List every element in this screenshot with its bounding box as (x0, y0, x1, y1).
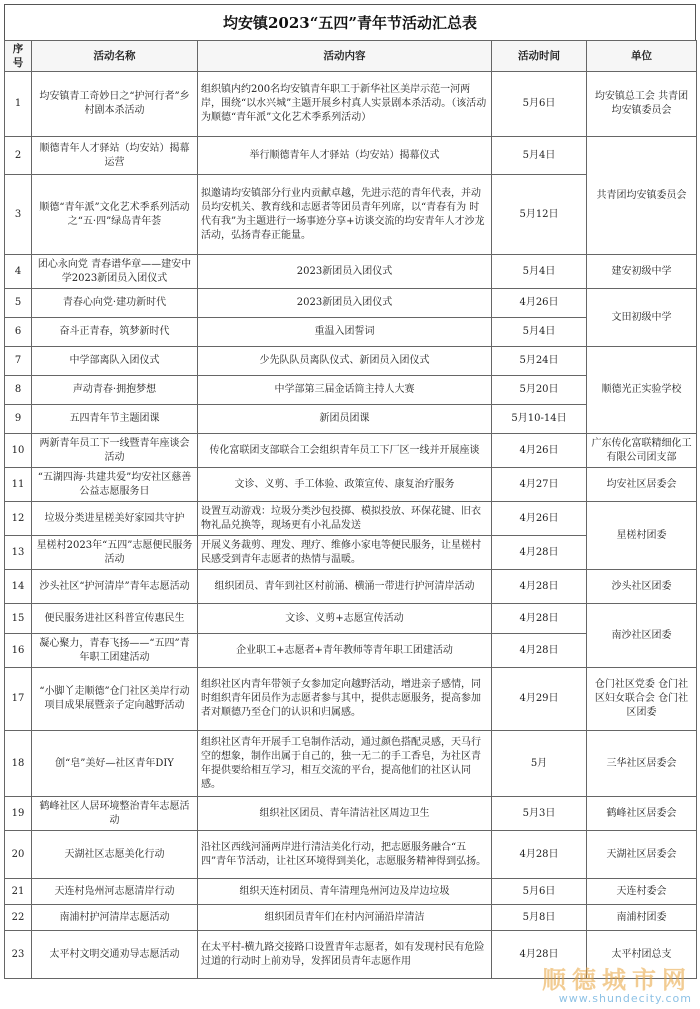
row-time: 4月26日 (492, 434, 587, 468)
row-name: 顺德“青年派”文化艺术季系列活动之“五·四”绿岛青年荟 (32, 175, 198, 255)
row-no: 8 (5, 376, 32, 405)
row-no: 9 (5, 405, 32, 434)
row-name: 两新青年员工下一线暨青年座谈会活动 (32, 434, 198, 468)
table-row (5, 905, 697, 931)
row-time: 5月10-14日 (492, 405, 587, 434)
row-unit: 天连村委会 (587, 879, 697, 905)
row-no: 20 (5, 831, 32, 879)
row-no: 16 (5, 634, 32, 668)
table-row (5, 831, 697, 879)
row-unit: 南沙社区团委 (587, 604, 697, 668)
row-name: 沙头社区“护河清岸”青年志愿活动 (32, 570, 198, 604)
row-time: 4月28日 (492, 634, 587, 668)
row-unit: 沙头社区团委 (587, 570, 697, 604)
row-time: 4月28日 (492, 931, 587, 979)
row-time: 5月12日 (492, 175, 587, 255)
row-content: 文诊、义剪+志愿宣传活动 (198, 604, 492, 634)
row-name: 星槎村2023年“五四”志愿便民服务活动 (32, 536, 198, 570)
table-row (5, 347, 697, 376)
row-unit: 均安镇总工会 共青团均安镇委员会 (587, 72, 697, 137)
row-time: 5月 (492, 731, 587, 797)
table-row (5, 255, 697, 289)
table-row (5, 434, 697, 468)
row-unit: 三华社区居委会 (587, 731, 697, 797)
row-name: “小脚丫走顺德”仓门社区美岸行动项目成果展暨亲子定向越野活动 (32, 668, 198, 731)
row-no: 19 (5, 797, 32, 831)
row-unit: 星槎村团委 (587, 502, 697, 570)
row-content: 设置互动游戏：垃圾分类沙包投掷、模拟投放、环保花键、旧衣物礼品兑换等，现场更有小礼品发送 (198, 502, 492, 536)
row-content: 传化富联团支部联合工会组织青年员工下厂区一线并开展座谈 (198, 434, 492, 468)
activity-summary-table (4, 40, 697, 979)
row-unit: 鹤峰社区居委会 (587, 797, 697, 831)
row-name: 五四青年节主题团课 (32, 405, 198, 434)
row-time: 4月28日 (492, 536, 587, 570)
row-no: 7 (5, 347, 32, 376)
row-content: 文诊、义剪、手工体验、政策宣传、康复治疗服务 (198, 468, 492, 502)
row-no: 6 (5, 318, 32, 347)
row-name: 天连村凫州河志愿清岸行动 (32, 879, 198, 905)
row-time: 5月20日 (492, 376, 587, 405)
table-row (5, 502, 697, 536)
row-time: 4月26日 (492, 502, 587, 536)
header-content: 活动内容 (198, 41, 492, 72)
row-no: 15 (5, 604, 32, 634)
row-content: 组织团员青年们在村内河涌沿岸清洁 (198, 905, 492, 931)
table-row (5, 289, 697, 318)
table-row (5, 668, 697, 731)
row-no: 10 (5, 434, 32, 468)
row-name: 天湖社区志愿美化行动 (32, 831, 198, 879)
table-header-row (5, 41, 697, 72)
row-time: 5月6日 (492, 72, 587, 137)
row-name: 南浦村护河清岸志愿活动 (32, 905, 198, 931)
row-time: 5月4日 (492, 255, 587, 289)
row-unit: 文田初级中学 (587, 289, 697, 347)
row-content: 沿社区西线河涌两岸进行清洁美化行动，把志愿服务融合“五四”青年节活动，让社区环境得到美化，志愿服务精神得到弘扬。 (198, 831, 492, 879)
row-time: 4月29日 (492, 668, 587, 731)
table-row (5, 72, 697, 137)
table-row (5, 137, 697, 175)
row-name: 创“皂”美好—社区青年DIY (32, 731, 198, 797)
row-content: 组织社区青年开展手工皂制作活动，通过颜色搭配灵感，天马行空的想象，制作出属于自己的，独一无二的手工香皂，为社区青年提供要给相互学习，相互交流的平台，提高他们的社区认同感。 (198, 731, 492, 797)
row-name: 青春心向党·建功新时代 (32, 289, 198, 318)
row-no: 14 (5, 570, 32, 604)
row-time: 4月28日 (492, 570, 587, 604)
table-title: 均安镇2023“五四”青年节活动汇总表 (4, 4, 696, 40)
row-no: 13 (5, 536, 32, 570)
header-time: 活动时间 (492, 41, 587, 72)
row-content: 组织社区团员、青年清洁社区周边卫生 (198, 797, 492, 831)
row-content: 组织天连村团员、青年清理凫州河边及岸边垃圾 (198, 879, 492, 905)
row-no: 1 (5, 72, 32, 137)
row-no: 21 (5, 879, 32, 905)
table-row (5, 604, 697, 634)
row-content: 2023新团员入团仪式 (198, 255, 492, 289)
row-content: 重温入团誓词 (198, 318, 492, 347)
row-no: 5 (5, 289, 32, 318)
row-unit: 太平村团总支 (587, 931, 697, 979)
row-name: 中学部离队入团仪式 (32, 347, 198, 376)
row-time: 4月26日 (492, 289, 587, 318)
table-row (5, 879, 697, 905)
row-name: 奋斗正青春，筑梦新时代 (32, 318, 198, 347)
row-time: 4月27日 (492, 468, 587, 502)
row-time: 4月28日 (492, 604, 587, 634)
row-content: 少先队队员离队仪式、新团员入团仪式 (198, 347, 492, 376)
row-content: 2023新团员入团仪式 (198, 289, 492, 318)
row-no: 4 (5, 255, 32, 289)
table-row (5, 468, 697, 502)
row-time: 5月8日 (492, 905, 587, 931)
row-name: 鹤峰社区人居环境整治青年志愿活动 (32, 797, 198, 831)
table-row (5, 731, 697, 797)
row-name: 凝心聚力，青春飞扬——“五四”青年职工团建活动 (32, 634, 198, 668)
row-content: 企业职工+志愿者+青年教师等青年职工团建活动 (198, 634, 492, 668)
row-no: 12 (5, 502, 32, 536)
row-time: 5月4日 (492, 137, 587, 175)
row-name: 均安镇青工奇妙日之“护河行者”乡村剧本杀活动 (32, 72, 198, 137)
header-name: 活动名称 (32, 41, 198, 72)
row-unit: 共青团均安镇委员会 (587, 137, 697, 255)
row-content: 组织团员、青年到社区村前涌、横涌一带进行护河清岸活动 (198, 570, 492, 604)
row-content: 拟邀请均安镇部分行业内贡献卓越，先进示范的青年代表，并动员均安机关、教育线和志愿者等团员青年列席，以“青春有为 时代有我”为主题进行一场事迹分享+访谈交流的均安青年人才沙龙活动，弘扬青春正能量。 (198, 175, 492, 255)
row-no: 23 (5, 931, 32, 979)
row-content: 在太平村-横九路交接路口设置青年志愿者，如有发现村民有危险过道的行动时上前劝导，发挥团员青年志愿作用 (198, 931, 492, 979)
row-name: 团心永向党 青春谱华章——建安中学2023新团员入团仪式 (32, 255, 198, 289)
watermark-url: www.shundecity.com (558, 992, 692, 1005)
row-name: 便民服务进社区科普宣传惠民生 (32, 604, 198, 634)
header-unit: 单位 (587, 41, 697, 72)
row-no: 18 (5, 731, 32, 797)
row-content: 新团员团课 (198, 405, 492, 434)
row-no: 3 (5, 175, 32, 255)
row-unit: 仓门社区党委 仓门社区妇女联合会 仓门社区团委 (587, 668, 697, 731)
row-unit: 均安社区居委会 (587, 468, 697, 502)
row-no: 22 (5, 905, 32, 931)
table-row (5, 797, 697, 831)
row-content: 开展义务裁剪、理发、理疗、维修小家电等便民服务，让星槎村民感受到青年志愿者的热情与温暖。 (198, 536, 492, 570)
row-unit: 建安初级中学 (587, 255, 697, 289)
row-name: “五湖四海·共建共爱”均安社区慈善公益志愿服务日 (32, 468, 198, 502)
row-unit: 广东传化富联精细化工有限公司团支部 (587, 434, 697, 468)
row-name: 太平村文明交通劝导志愿活动 (32, 931, 198, 979)
site-watermark (542, 960, 692, 1005)
row-name: 声动青春·拥抱梦想 (32, 376, 198, 405)
row-time: 5月24日 (492, 347, 587, 376)
row-content: 组织社区内青年带领子女参加定向越野活动，增进亲子感情，同时组织青年团员作为志愿者参与其中，提供志愿服务，提高参加者对顺德乃至仓门的认识和归属感。 (198, 668, 492, 731)
row-unit: 天湖社区居委会 (587, 831, 697, 879)
header-no: 序号 (5, 41, 32, 72)
row-time: 5月4日 (492, 318, 587, 347)
row-time: 5月6日 (492, 879, 587, 905)
row-unit: 南浦村团委 (587, 905, 697, 931)
row-content: 中学部第三届金话筒主持人大赛 (198, 376, 492, 405)
row-name: 顺德青年人才驿站（均安站）揭幕运营 (32, 137, 198, 175)
row-content: 举行顺德青年人才驿站（均安站）揭幕仪式 (198, 137, 492, 175)
table-row (5, 570, 697, 604)
row-time: 5月3日 (492, 797, 587, 831)
watermark-text: 顺德城市网 (542, 966, 692, 994)
row-no: 2 (5, 137, 32, 175)
row-time: 4月28日 (492, 831, 587, 879)
row-name: 垃圾分类进星槎美好家园共守护 (32, 502, 198, 536)
row-no: 11 (5, 468, 32, 502)
row-content: 组织镇内约200名均安镇青年职工于新华社区美岸示范一河两岸，围绕“以水兴城”主题开展乡村真人实景剧本杀活动。（该活动为顺德“青年派”文化艺术季系列活动） (198, 72, 492, 137)
row-unit: 顺德光正实验学校 (587, 347, 697, 434)
row-no: 17 (5, 668, 32, 731)
